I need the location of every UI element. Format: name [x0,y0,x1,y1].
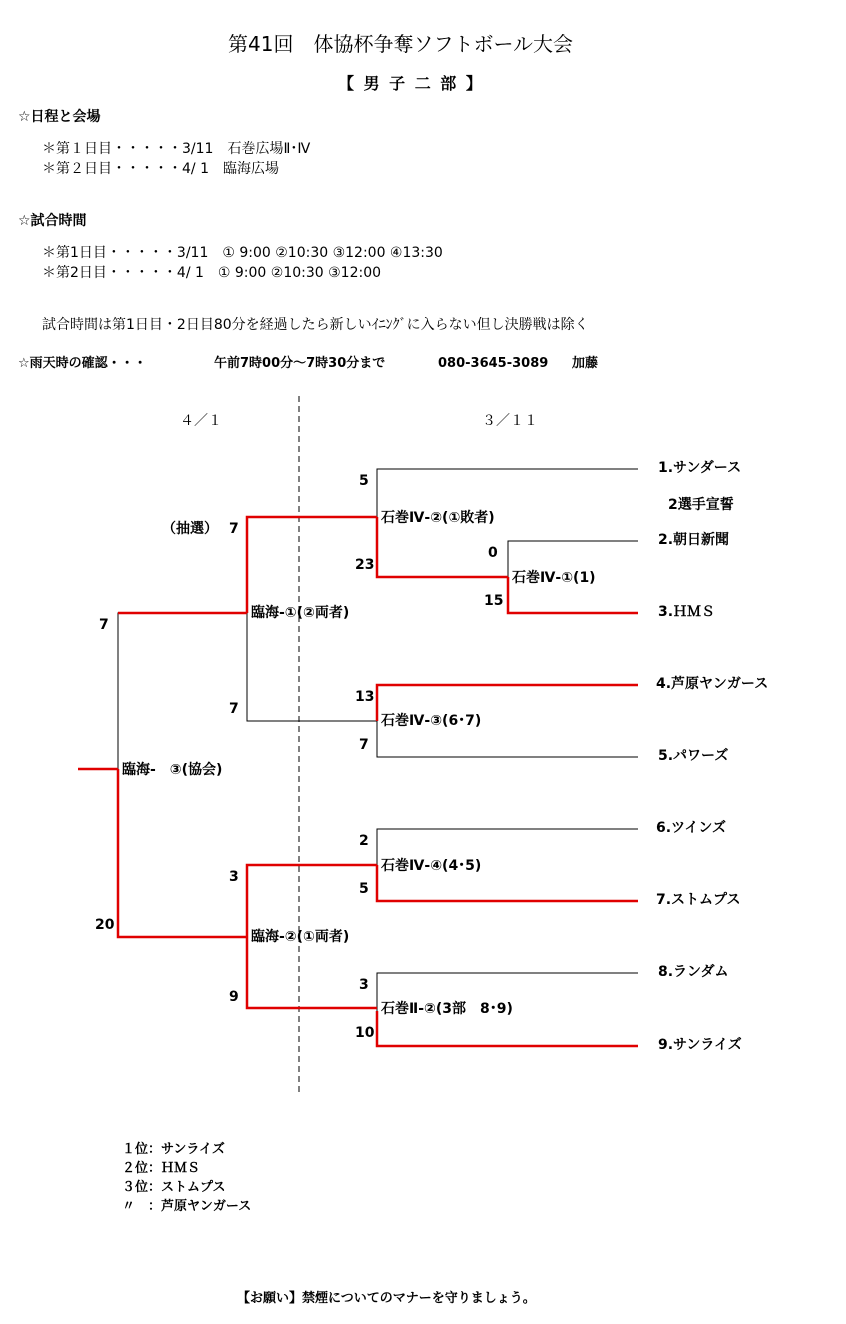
match-q4: 石巻Ⅱ-②(3部 8･9) [381,1001,513,1017]
line-q4-win [247,937,377,1008]
times-line-2: ＊第2日目・・・・・4/ 1 ① 9:00 ②10:30 ③12:00 [42,265,382,281]
footer-note: 【お願い】禁煙についてのマナーを守りましょう。 [237,1291,536,1306]
score-q1-top: 5 [359,473,369,489]
times-note: 試合時間は第1日目・2日目80分を経過したら新しいｲﾆﾝｸﾞに入らない但し決勝戦は除く [42,317,589,333]
division-label: 【 男 子 二 部 】 [338,74,484,93]
match-r1: 石巻Ⅳ-①(1) [512,570,596,586]
oath-note: 2選手宣誓 [668,497,734,513]
line-s2-win [118,769,247,937]
result-1st: １位：サンライズ [122,1142,225,1157]
date-right: ３／１１ [482,413,538,429]
rain-label: ☆雨天時の確認・・・ [18,356,147,371]
page-title: 第41回 体協杯争奪ソフトボール大会 [228,32,574,56]
team-8: 8.ランダム [658,964,729,980]
times-heading: ☆試合時間 [18,213,87,229]
score-r1-top: 0 [488,545,498,561]
result-3rd-tie: 〃 ：芦原ヤンガース [122,1199,252,1214]
line-final-top [118,613,247,769]
schedule-line-2: ＊第２日目・・・・・4/ 1 臨海広場 [42,161,279,177]
team-2: 2.朝日新聞 [658,532,730,548]
match-q2: 石巻Ⅳ-③(6･7) [381,713,482,729]
team-1: 1.サンダース [658,460,742,476]
team-4: 4.芦原ヤンガース [656,676,769,692]
match-final: 臨海- ③(協会) [122,762,223,778]
score-r1-bottom: 15 [484,593,504,609]
score-s2-bottom: 9 [229,989,239,1005]
rain-phone: 080-3645-3089 [438,356,549,371]
result-2nd: ２位：ＨＭＳ [122,1161,201,1176]
times-line-1: ＊第1日目・・・・・3/11 ① 9:00 ②10:30 ③12:00 ④13:30 [42,245,443,261]
rain-hours: 午前7時00分～7時30分まで [214,356,386,371]
match-q1: 石巻Ⅳ-②(①敗者) [381,510,495,526]
score-s2-top: 3 [229,869,239,885]
match-q3: 石巻Ⅳ-④(4･5) [381,858,482,874]
line-q3-win [247,865,377,937]
score-q4-bottom: 10 [355,1025,375,1041]
score-q3-top: 2 [359,833,369,849]
date-left: ４／１ [180,413,222,429]
schedule-heading: ☆日程と会場 [18,109,101,125]
score-q2-bottom: 7 [359,737,369,753]
team-3: 3.ＨＭＳ [658,604,716,620]
score-final-top: 7 [99,617,109,633]
team-5: 5.パワーズ [658,748,729,764]
result-3rd: ３位：ストムプス [122,1180,226,1195]
score-q2-top: 13 [355,689,375,705]
score-s1-top: 7 [229,521,239,537]
schedule-line-1: ＊第１日目・・・・・3/11 石巻広場Ⅱ･Ⅳ [42,141,311,157]
team-9: 9.サンライズ [658,1037,742,1053]
score-q3-bottom: 5 [359,881,369,897]
team-7: 7.ストムプス [656,892,741,908]
rain-contact: 加藤 [572,356,599,371]
score-s1-bottom: 7 [229,701,239,717]
score-q4-top: 3 [359,977,369,993]
draw-note: （抽選） [162,521,218,537]
score-final-bottom: 20 [95,917,115,933]
score-q1-bottom: 23 [355,557,375,573]
team-6: 6.ツインズ [656,820,726,836]
match-s2: 臨海-②(①両者) [251,929,350,945]
match-s1: 臨海-①(②両者) [251,605,350,621]
